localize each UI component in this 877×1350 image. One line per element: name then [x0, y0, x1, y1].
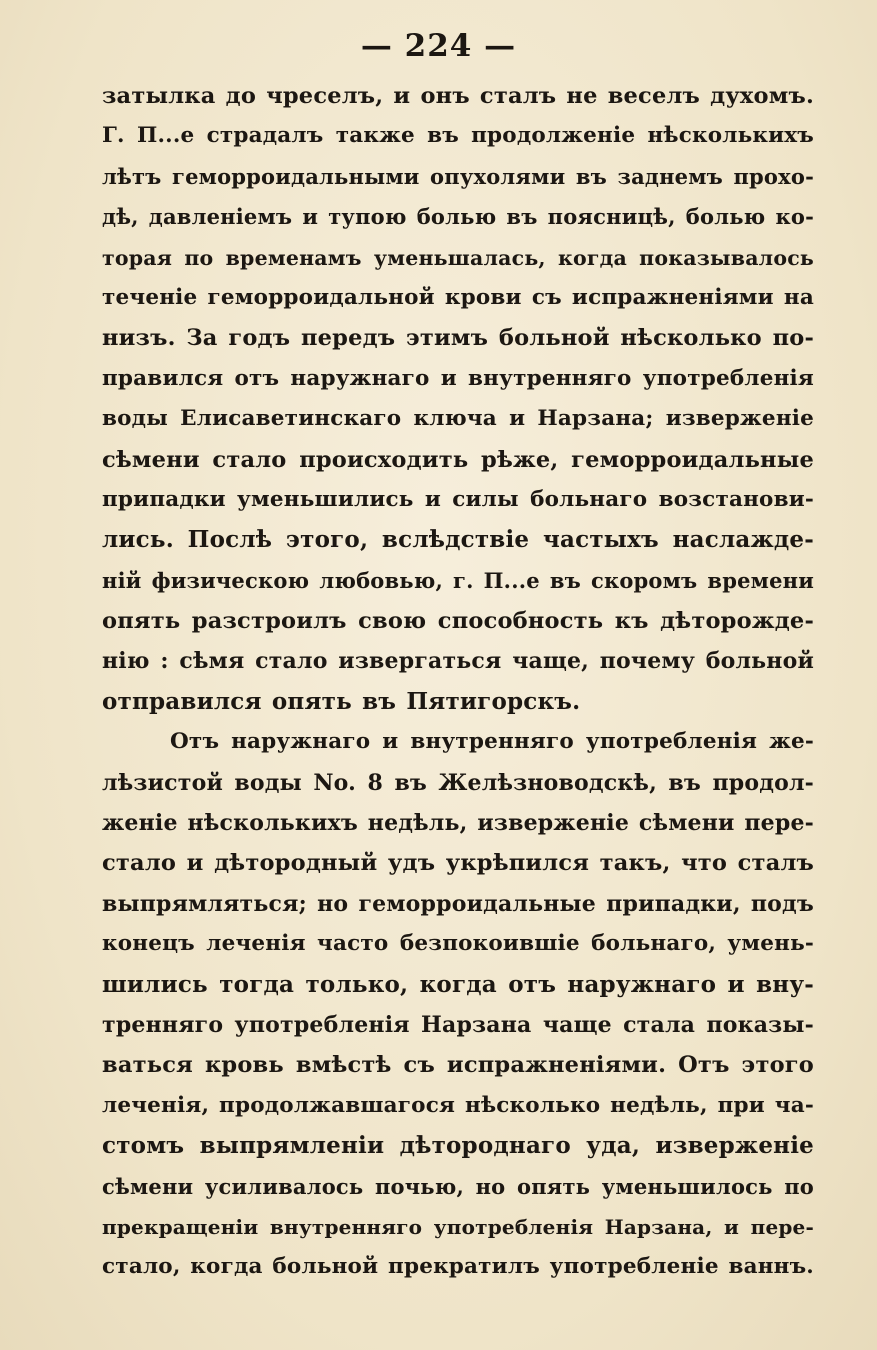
text-line: низъ. За годъ передъ этимъ больной нѣсколько по- — [102, 325, 814, 352]
text-line: сѣмени стало происходить рѣже, геморроидальные — [102, 446, 814, 473]
text-line: леченія, продолжавшагося нѣсколько недѣль, при ча- — [102, 1092, 814, 1118]
text-line: теченіе геморроидальной крови съ испражненіями на — [102, 284, 814, 310]
text-line: лѣтъ геморроидальными опухолями въ заднемъ прохо- — [102, 163, 814, 189]
text-line: сѣмени усиливалось почью, но опять уменьшилось по — [102, 1173, 814, 1199]
text-line: шились тогда только, когда отъ наружнаго и вну- — [102, 970, 814, 998]
text-line: стомъ выпрямленіи дѣтороднаго уда, изверженіе — [102, 1132, 814, 1160]
text-line: конецъ леченія часто безпокоившіе больнаго, умень- — [102, 931, 814, 957]
paragraph-1 — [102, 76, 814, 722]
paragraph-2 — [102, 722, 814, 1287]
text-line: лись. Послѣ этого, вслѣдствіе частыхъ наслажде- — [102, 526, 814, 554]
page-number: — 224 — — [360, 28, 517, 64]
text-line: Г. П...е страдалъ также въ продолженіе нѣсколькихъ — [102, 123, 814, 149]
text-line: дѣ, давленіемъ и тупою болью въ поясницѣ, болью ко- — [102, 204, 814, 230]
text-line: женіе нѣсколькихъ недѣль, изверженіе сѣмени пере- — [102, 810, 814, 837]
text-line: стало, когда больной прекратилъ употребленіе ваннъ. — [102, 1254, 814, 1280]
page-body — [102, 76, 814, 1288]
text-line: правился отъ наружнаго и внутренняго употребленія — [102, 365, 814, 391]
text-line: отправился опять въ Пятигорскъ. — [102, 687, 581, 715]
text-line: торая по временамъ уменьшалась, когда показывалось — [102, 245, 814, 270]
text-line: ній физическою любовью, г. П...е въ скоромъ времени — [102, 567, 814, 593]
text-line: прекращеніи внутренняго употребленія Нарзана, и пере- — [102, 1214, 814, 1239]
text-line: лѣзистой воды No. 8 въ Желѣзноводскѣ, въ продол- — [102, 769, 814, 796]
text-line: стало и дѣтородный удъ укрѣпился такъ, что сталъ — [102, 850, 814, 877]
text-line: нію : сѣмя стало извергаться чаще, почему больной — [102, 648, 814, 675]
text-line: воды Елисаветинскаго ключа и Нарзана; изверженіе — [102, 406, 814, 432]
text-line: Отъ наружнаго и внутренняго употребленія же- — [170, 729, 814, 755]
text-line: припадки уменьшились и силы больнаго возстанови- — [102, 486, 814, 512]
text-line: опять разстроилъ свою способность къ дѣторожде- — [102, 608, 814, 635]
text-line: затылка до чреселъ, и онъ сталъ не веселъ духомъ. — [102, 83, 814, 109]
text-line: тренняго употребленія Нарзана чаще стала показы- — [102, 1011, 814, 1038]
text-line: ваться кровь вмѣстѣ съ испражненіями. Отъ этого — [102, 1052, 814, 1079]
text-line: выпрямляться; но геморроидальные припадки, подъ — [102, 890, 814, 917]
